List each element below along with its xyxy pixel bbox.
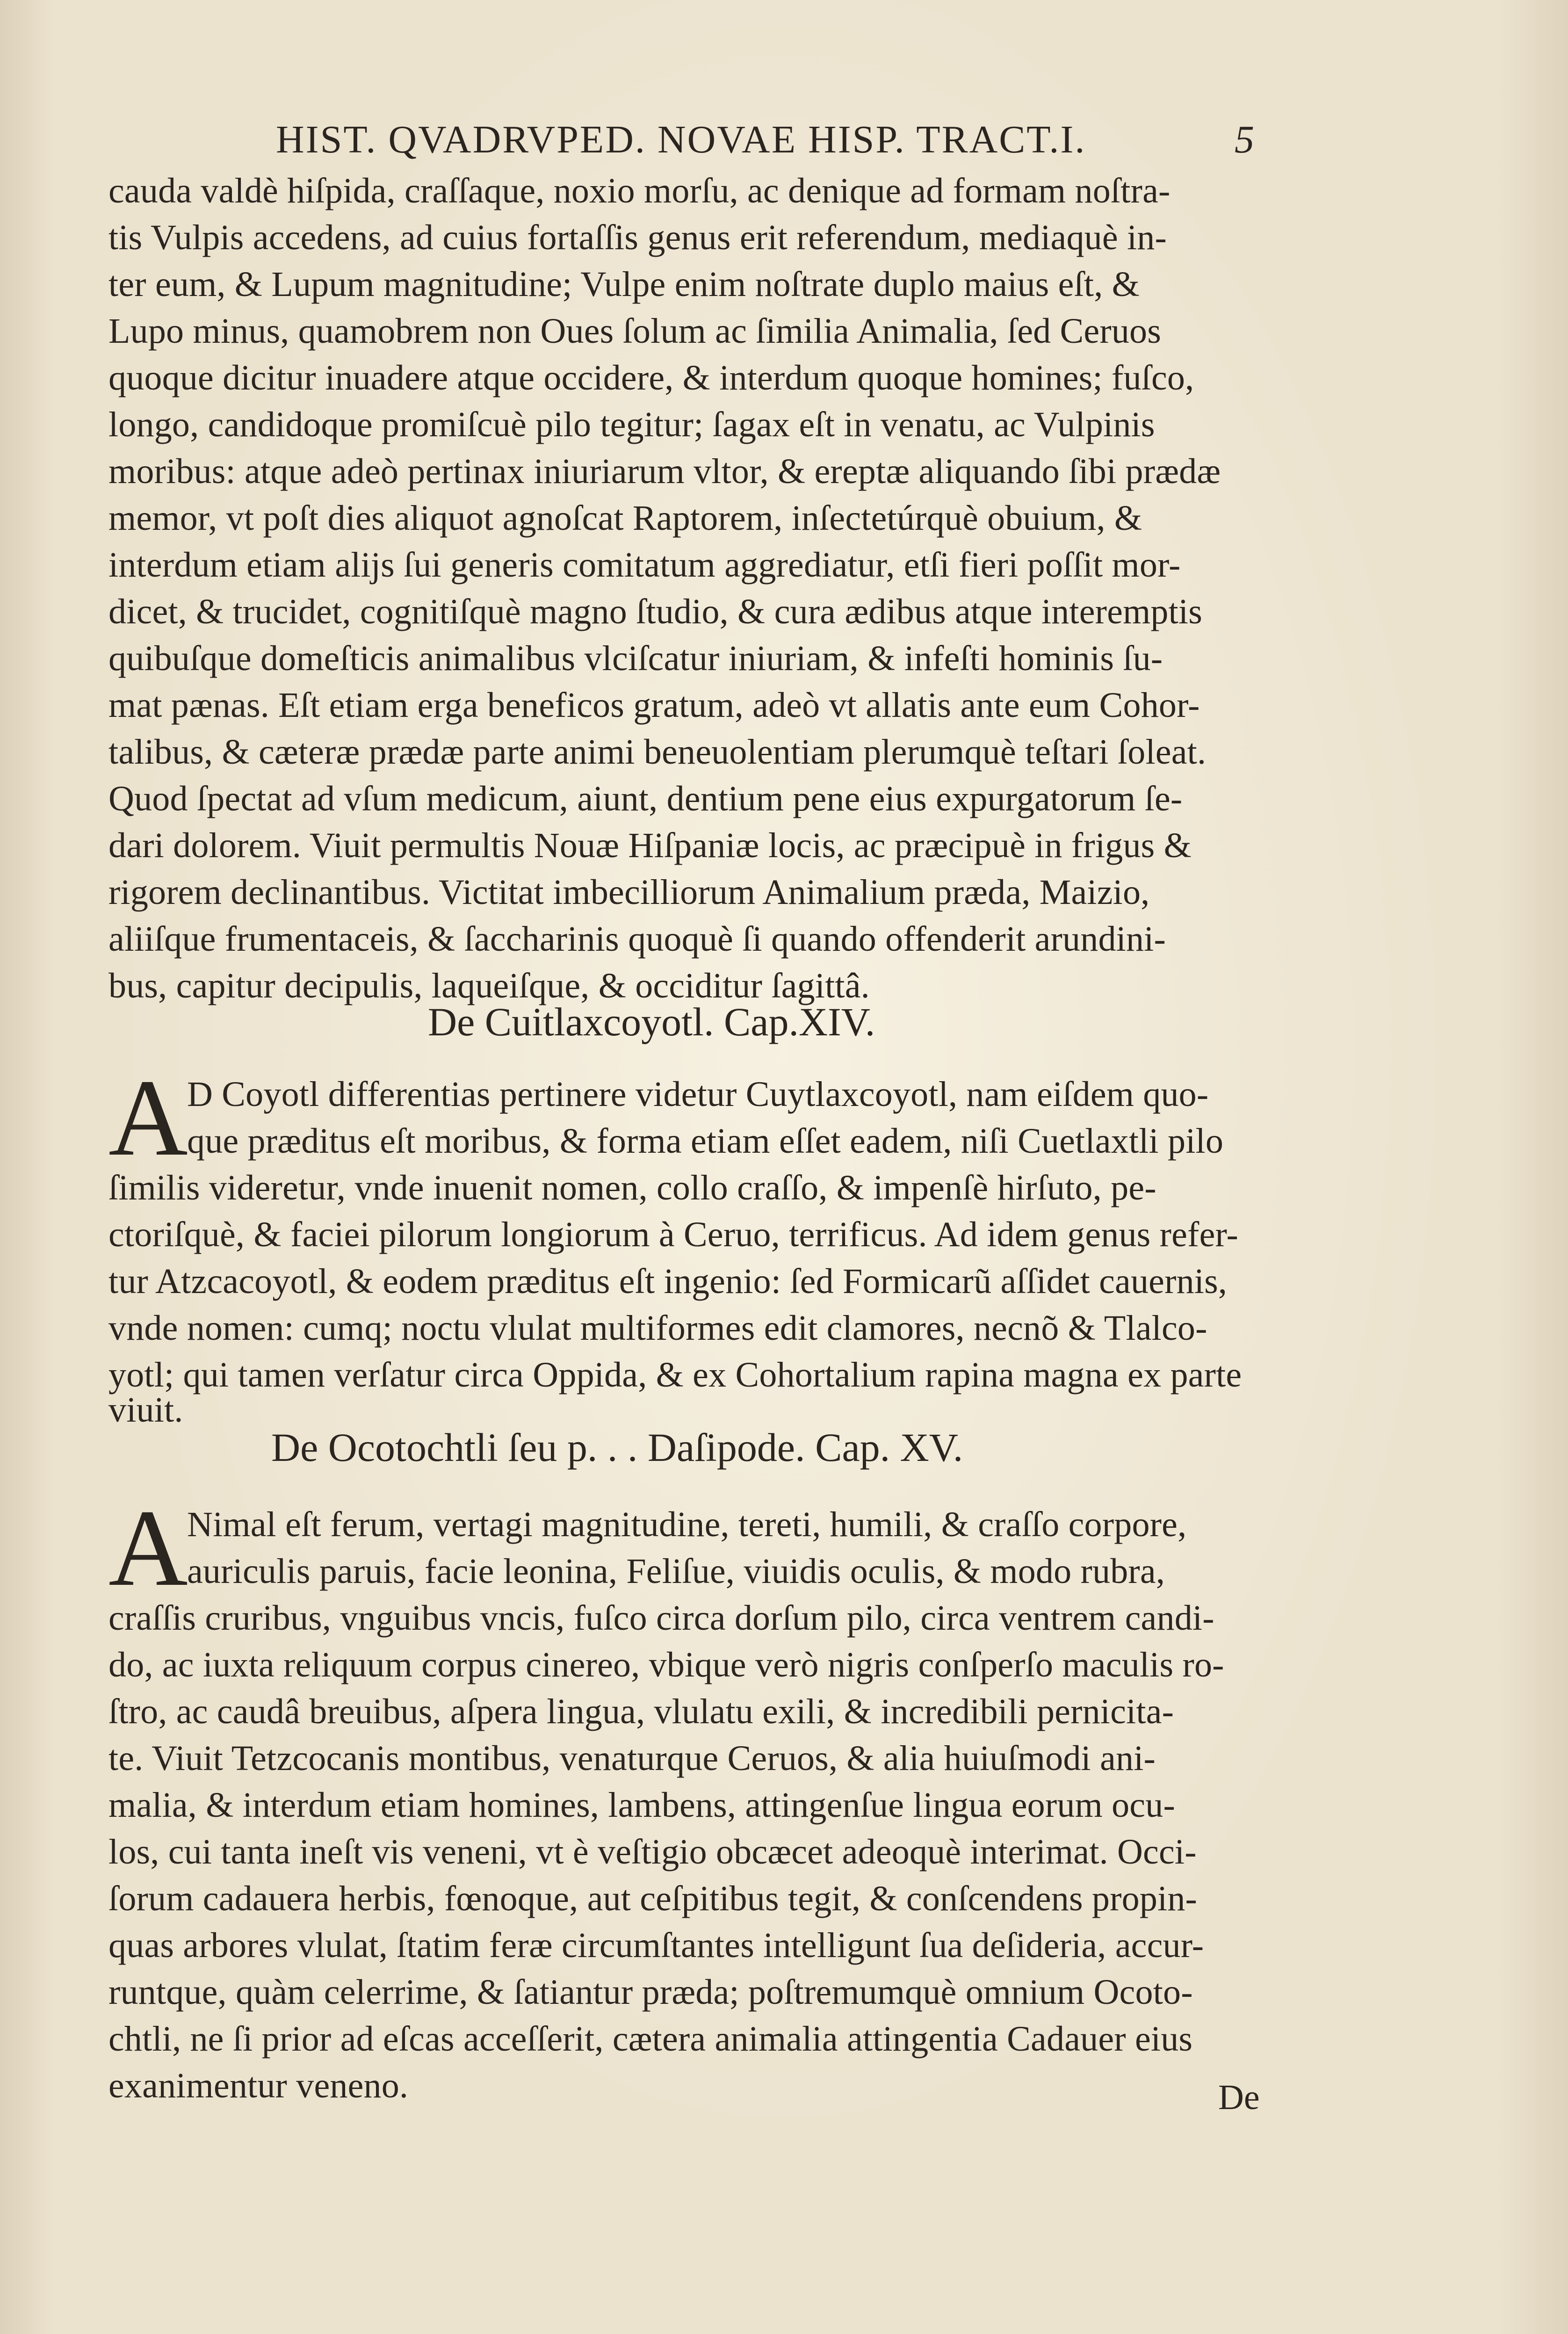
text-line: Lupo minus, quamobrem non Oues ſolum ac ſimilia Animalia, ſed Ceruos (108, 311, 1162, 351)
chapter-heading-xiv: De Cuitlaxcoyotl. Cap.XIV. (428, 999, 875, 1044)
text-line: moribus: atque adeò pertinax iniuriarum vltor, & ereptæ aliquando ſibi prædæ (108, 452, 1221, 491)
text-line: los, cui tanta ineſt vis veneni, vt è veſtigio obcæcet adeoquè interimat. Occi- (108, 1832, 1197, 1872)
running-header (276, 108, 1398, 168)
text-line: chtli, ne ſi prior ad eſcas acceſſerit, cætera animalia attingentia Cadauer eius (108, 2019, 1193, 2059)
drop-cap: A (108, 1057, 188, 1178)
drop-cap: A (108, 1487, 188, 1609)
chapter-heading-xv: De Ocotochtli ſeu p. . . Daſipode. Cap. XV. (271, 1425, 963, 1470)
text-line: dicet, & trucidet, cognitiſquè magno ſtudio, & cura ædibus atque interemptis (108, 592, 1203, 631)
text-line: bus, capitur decipulis, laqueiſque, & occiditur ſagittâ. (108, 966, 870, 1005)
text-line: quas arbores vlulat, ſtatim feræ circumſtantes intelligunt ſua deſideria, accur- (108, 1926, 1204, 1965)
text-line: runtque, quàm celerrime, & ſatiantur præda; poſtremumquè omnium Ocoto- (108, 1973, 1193, 2012)
text-line: ſorum cadauera herbis, fœnoque, aut ceſpitibus tegit, & conſcendens propin- (108, 1879, 1198, 1918)
text-line: Nimal eſt ferum, vertagi magnitudine, tereti, humili, & craſſo corpore, (187, 1505, 1187, 1544)
running-title: HIST. QVADRVPED. NOVAE HISP. TRACT.I. (276, 118, 1086, 161)
text-line: quibuſque domeſticis animalibus vlciſcatur iniuriam, & infeſti hominis ſu- (108, 639, 1163, 678)
text-line: yotl; qui tamen verſatur circa Oppida, & ex Cohortalium rapina magna ex parte (108, 1355, 1242, 1395)
text-line: talibus, & cæteræ prædæ parte animi beneuolentiam plerumquè teſtari ſoleat. (108, 732, 1207, 772)
text-line: te. Viuit Tetzcocanis montibus, venaturque Ceruos, & alia huiuſmodi ani- (108, 1739, 1156, 1778)
text-line: ſtro, ac caudâ breuibus, aſpera lingua, vlulatu exili, & incredibili pernicita- (108, 1692, 1174, 1731)
text-line: tur Atzcacoyotl, & eodem præditus eſt ingenio: ſed Formicarũ aſſidet cauernis, (108, 1262, 1228, 1301)
text-line: ſimilis videretur, vnde inuenit nomen, collo craſſo, & impenſè hirſuto, pe- (108, 1168, 1156, 1207)
text-line: que præditus eſt moribus, & forma etiam eſſet eadem, niſi Cuetlaxtli pilo (187, 1121, 1224, 1161)
text-line: D Coyotl differentias pertinere videtur Cuytlaxcoyotl, nam eiſdem quo- (187, 1075, 1209, 1114)
text-line: mat pænas. Eſt etiam erga beneficos gratum, adeò vt allatis ante eum Cohor- (108, 686, 1200, 725)
text-line: malia, & interdum etiam homines, lambens, attingenſue lingua eorum ocu- (108, 1785, 1175, 1825)
text-line: do, ac iuxta reliquum corpus cinereo, vbique verò nigris conſperſo maculis ro- (108, 1645, 1224, 1684)
text-line: cauda valdè hiſpida, craſſaque, noxio morſu, ac denique ad formam noſtra- (108, 171, 1171, 210)
text-line: interdum etiam alijs ſui generis comitatum aggrediatur, etſi fieri poſſit mor- (108, 545, 1181, 585)
catchword: De (1218, 2078, 1260, 2117)
text-line: craſſis cruribus, vnguibus vncis, fuſco circa dorſum pilo, circa ventrem candi- (108, 1598, 1214, 1638)
text-line: auriculis paruis, facie leonina, Feliſue, viuidis oculis, & modo rubra, (187, 1552, 1165, 1591)
text-line: ctoriſquè, & faciei pilorum longiorum à Ceruo, terrificus. Ad idem genus refer- (108, 1215, 1238, 1254)
text-line: aliiſque frumentaceis, & ſaccharinis quoquè ſi quando offenderit arundini- (108, 919, 1166, 959)
text-line: dari dolorem. Viuit permultis Nouæ Hiſpaniæ locis, ac præcipuè in frigus & (108, 826, 1192, 865)
text-line: Quod ſpectat ad vſum medicum, aiunt, dentium pene eius expurgatorum ſe- (108, 779, 1183, 818)
text-line: viuit. (108, 1390, 183, 1430)
text-line: rigorem declinantibus. Victitat imbecilliorum Animalium præda, Maizio, (108, 873, 1150, 912)
text-line: longo, candidoque promiſcuè pilo tegitur; ſagax eſt in venatu, ac Vulpinis (108, 405, 1155, 444)
page-number: 5 (1235, 118, 1256, 161)
text-line: tis Vulpis accedens, ad cuius fortaſſis genus erit referendum, mediaquè in- (108, 218, 1167, 257)
text-line: ter eum, & Lupum magnitudine; Vulpe enim noſtrate duplo maius eſt, & (108, 265, 1140, 304)
text-line: quoque dicitur inuadere atque occidere, & interdum quoque homines; fuſco, (108, 358, 1194, 397)
text-line: memor, vt poſt dies aliquot agnoſcat Raptorem, inſectetúrquè obuium, & (108, 499, 1142, 538)
text-line: exanimentur veneno. (108, 2066, 409, 2105)
text-line: vnde nomen: cumq; noctu vlulat multiformes edit clamores, necnõ & Tlalco- (108, 1308, 1207, 1348)
